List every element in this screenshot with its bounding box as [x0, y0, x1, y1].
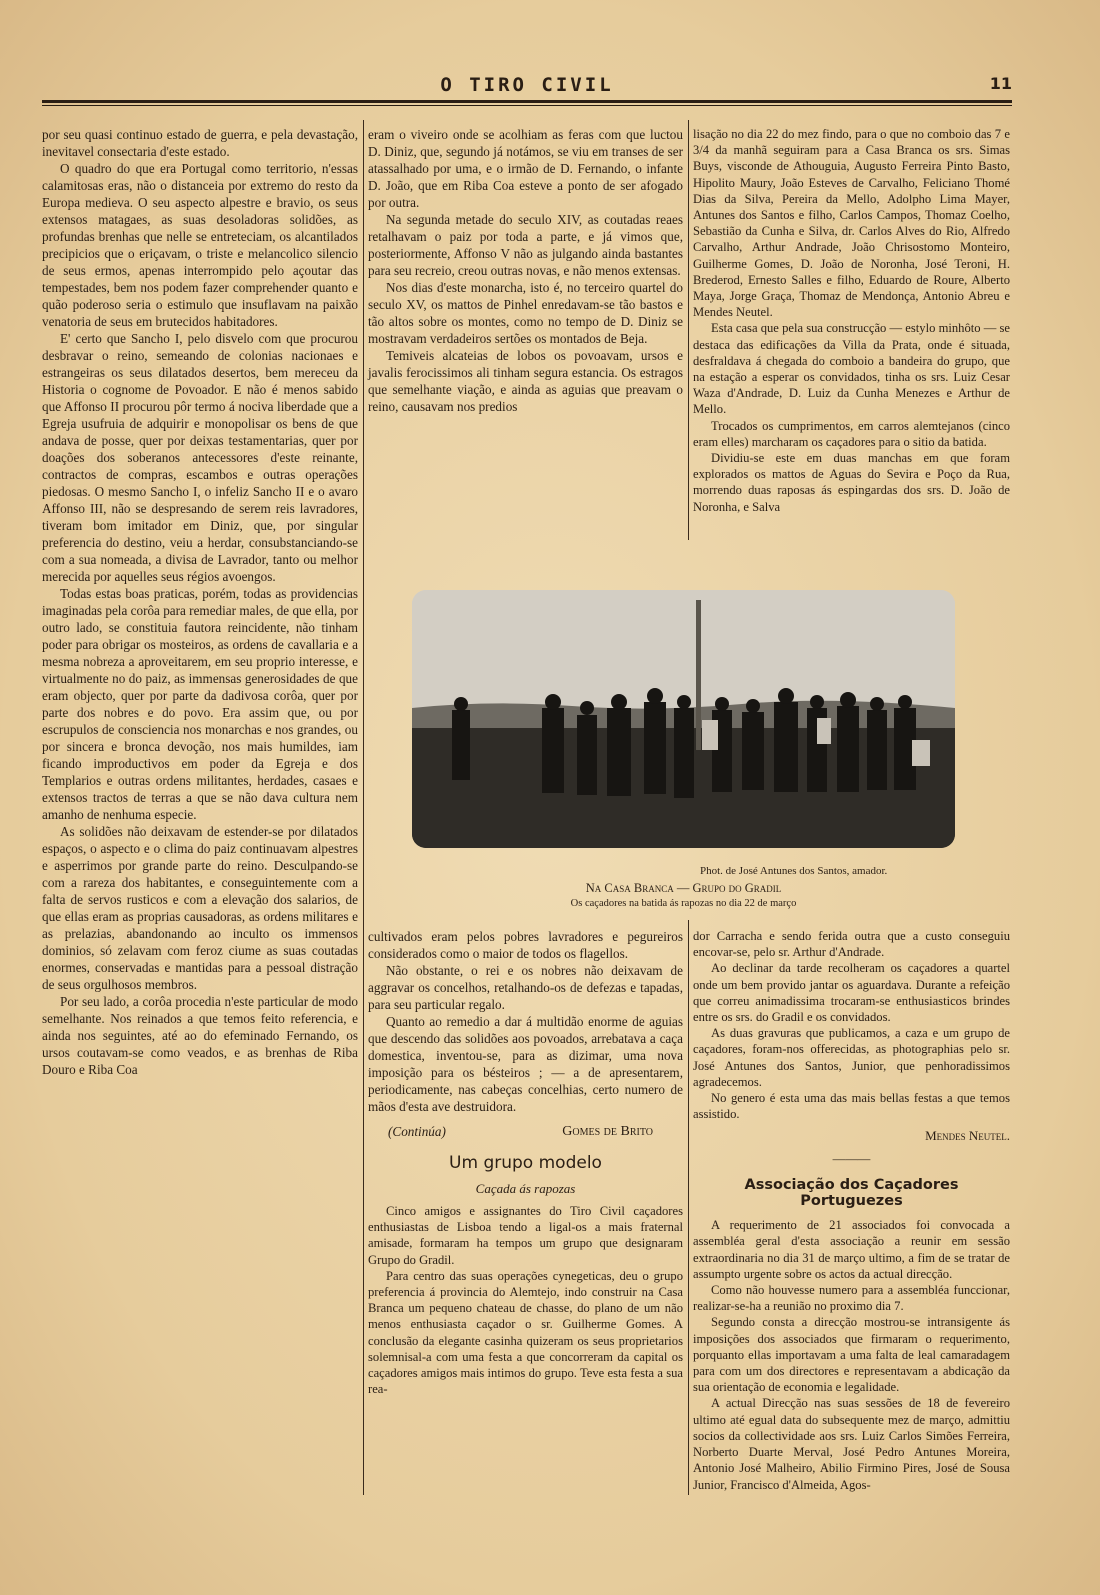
paragraph: Esta casa que pela sua construcção — estylo minhôto — se destaca das edificações da Villa da Prata, onde é situada, desfraldava á chegada do comboio a bandeira do grupo, que na estação a esperar os convidados, tinha os srs. Luiz Cesar Waza d'Andrade, D. Luiz da Cunha Menezes e Arthur de Mello.	[693, 321, 1010, 417]
paragraph: Na segunda metade do seculo XIV, as coutadas reaes retalhavam o paiz por toda a parte, e já vimos que, posteriormente, Affonso V não as julgando ainda bastantes para seu recreio, creou outras novas, e não menos extensas.	[368, 212, 683, 278]
header-rule	[42, 100, 1012, 103]
paragraph: por seu quasi continuo estado de guerra, e pela devastação, inevitavel consectaria d'este estado.	[42, 127, 358, 159]
paragraph: dor Carracha e sendo ferida outra que a custo conseguiu encovar-se, pelo sr. Arthur d'Andrade.	[693, 929, 1010, 960]
article-title-associacao: Associação dos Caçadores Portuguezes	[744, 1176, 959, 1210]
column-rule	[688, 920, 689, 1495]
paragraph: Temiveis alcateias de lobos os povoavam, ursos e javalis ferocissimos ali tinham segura estancia. Os estragos que semelhante viação, e ainda as aguias que preavam o reino, causavam nos predios	[368, 348, 683, 414]
signature-gomes-de-brito: Gomes de Brito	[562, 1124, 653, 1139]
paragraph: Cinco amigos e assignantes do Tiro Civil caçadores enthusiastas de Lisboa tendo a ligal-os a mais fraternal amisade, formaram ha tempos um grupo que designaram Grupo do Gradil.	[368, 1204, 683, 1267]
photo-credit: Phot. de José Antunes dos Santos, amador.	[700, 865, 888, 877]
photo-caption-subtitle: Os caçadores na batida ás rapozas no dia 22 de março	[570, 898, 797, 909]
page-number: 11	[989, 74, 1012, 93]
photo-caption-title: Na Casa Branca — Grupo do Gradil	[585, 881, 782, 895]
paragraph: Ao declinar da tarde recolheram os caçadores a quartel onde um bem provido jantar os aguardava. Durante a refeição que correu animadissima trocaram-se enthusiasticos brindes entre os srs. do Gradil e os convidados.	[693, 961, 1010, 1025]
masthead: O TIRO CIVIL	[440, 74, 614, 96]
signature-mendes-neutel: Mendes Neutel.	[925, 1128, 1010, 1144]
paragraph: eram o viveiro onde se acolhiam as feras com que luctou D. Diniz, que, segundo já notámos, se viu em transes de ser atassalhado por uma, e o irmão de D. Fernando, o infante D. João, que em Riba Coa esteve a ponto de ser afogado por outra.	[368, 127, 683, 210]
paragraph: Não obstante, o rei e os nobres não deixavam de aggravar os concelhos, retalhando-os de defezas e tapadas, para seu particular regalo.	[368, 963, 683, 1012]
column-2-top	[368, 126, 683, 415]
column-2-bottom	[368, 928, 683, 1397]
paragraph: Trocados os cumprimentos, em carros alemtejanos (cinco eram elles) marcharam os caçadores para o sitio da batida.	[693, 418, 1010, 449]
paragraph: As solidões não deixavam de estender-se por dilatados espaços, o aspecto e o clima do paiz continuavam alpestres e asperrimos por grande parte do reino. Desculpando-se com a rareza dos habitantes, e conseguintemente com a falta de servos rusticos e com a elevação dos salarios, de que ellas eram as proprias causadoras, as ordens militares e as prelazias, abandonando ao inculto os immensos dominios, só zelavam com feroz ciume as suas coutadas enormes, conservadas e mantidas para a pessoal distração de seus orgulhosos membros.	[42, 824, 358, 992]
header-rule-thin	[42, 105, 1012, 106]
separator: ———	[832, 1151, 871, 1166]
paragraph: Para centro das suas operações cynegeticas, deu o grupo preferencia á provincia do Alemtejo, indo construir na Casa Branca um pequeno chateau de chasse, do plano de um não menos enthusiasta caçador o sr. Guilherme Gomes. A conclusão da elegante casinha quizeram os seus proprietarios solemnisal-a com uma festa a que concorreram da capital os caçadores amigos mais intimos do grupo. Teve esta festa a sua rea-	[368, 1268, 683, 1397]
column-3-bottom	[693, 928, 1010, 1493]
article-subtitle: Caçada ás rapozas	[475, 1181, 576, 1196]
column-rule	[363, 120, 364, 1495]
paragraph: Dividiu-se este em duas manchas em que foram explorados os mattos de Aguas do Sevira e Poço da Rua, morrendo duas raposas ás espingardas dos srs. D. João de Noronha, e Salva	[693, 451, 1010, 514]
paragraph: Segundo consta a direcção mostrou-se intransigente ás imposições dos associados que firmaram o requerimento, porquanto ellas importavam a uma falta de leal camaradagem para com um dos directores e representavam a abdicação da sua orientação de economia e legalidade.	[693, 1315, 1010, 1395]
photo-hunting-group	[412, 590, 955, 850]
paragraph: Como não houvesse numero para a assembléa funccionar, realizar-se-ha a reunião no proximo dia 7.	[693, 1283, 1010, 1314]
photo-image	[412, 590, 955, 848]
paragraph: E' certo que Sancho I, pelo disvelo com que procurou desbravar o reino, semeando de colonias nacionaes e estrangeiras os seus dilatados desertos, bem mereceu da Historia o cognome de Povoador. E não é menos sabido que Affonso II procurou pôr termo á nociva liberdade que a Egreja usufruia de adquirir e monopolisar os bens de que andava de posse, quer por deixas testamentarias, quer por doações dos soberanos antecessores d'este reinante, contractos de compras, escambos e outras operações piedosas. O mesmo Sancho I, o infeliz Sancho II e o avaro Affonso III, não se despresando de serem reis lavradores, tiveram bom imitador em Diniz, que, por singular preferencia do destino, veiu a herdar, consubstanciando-se com a sua nomeada, a divisa de Lavrador, tanto ou melhor merecida por aquelles seus régios avoengos.	[42, 331, 358, 584]
paragraph: Nos dias d'este monarcha, isto é, no terceiro quartel do seculo XV, os mattos de Pinhel enredavam-se tão bastos e tão altos sobre os montes, como no tempo de D. Diniz se mostravam verdadeiros sertões os montados de Beja.	[368, 280, 683, 346]
paragraph: cultivados eram pelos pobres lavradores e pegureiros considerados como o maior de todos os flagellos.	[368, 929, 683, 961]
column-1	[42, 126, 358, 1078]
page-header	[42, 70, 1012, 100]
paragraph: lisação no dia 22 do mez findo, para o que no comboio das 7 e 3/4 da manhã seguiram para a Casa Branca os srs. Simas Buys, visconde de Athouguia, Augusto Ferreira Pinto Basto, Hipolito Maury, João Esteves de Carvalho, Feliciano Thomé Dias da Silva, Pereira da Mello, Adolpho Lima Mayer, Antunes dos Santos e filho, Carlos Campos, Thomaz Coelho, Sebastião da Cunha e Silva, dr. Carlos Alves do Rio, Alfredo Carvalho, Arthur Andrade, João Chrisostomo Monteiro, Guilherme Gomes, D. João de Noronha, José Teroni, H. Brederod, Ernesto Salles e filho, Eduardo de Roure, Alberto Maya, Jorge Graça, Thomaz de Mendonça, Antonio Abreu e Mendes Neutel.	[693, 127, 1010, 320]
paragraph: As duas gravuras que publicamos, a caza e um grupo de caçadores, foram-nos offerecidas, as photographias pelo sr. José Antunes dos Santos, Junior, que penhoradissimos agradecemos.	[693, 1026, 1010, 1089]
paragraph: A requerimento de 21 associados foi convocada a assembléa geral d'esta associação a reunir em sessão extraordinaria no dia 31 de março ultimo, a fim de se tratar de assumpto urgente sobre os actos da actual direcção.	[693, 1218, 1010, 1281]
paragraph: A actual Direcção nas suas sessões de 18 de fevereiro ultimo até egual data do subsequente mez de março, admittiu socios da collectividade aos srs. Luiz Carlos Simões Ferreira, Norberto Duarte Merval, José Pedro Antunes Moreira, Antonio José Malheiro, Abilio Firmino Pires, José de Sousa Junior, Francisco d'Almeida, Agos-	[693, 1396, 1010, 1492]
paragraph: No genero é esta uma das mais bellas festas a que temos assistido.	[693, 1091, 1010, 1122]
paragraph: Por seu lado, a corôa procedia n'este particular de modo semelhante. Nos reinados a que temos feito referencia, e ainda nos seguintes, até ao do efeminado Fernando, os ursos coutavam-se como veados, e as brenhas de Riba Douro e Riba Coa	[42, 994, 358, 1077]
photo-illustration	[412, 590, 955, 848]
paragraph: Quanto ao remedio a dar á multidão enorme de aguias que descendo das solidões aos povoados, arrebatava a caça domestica, inventou-se, para as dizimar, uma nova imposição para os bésteiros ; — a de apresentarem, periodicamente, nas cabeças concelhias, certo numero de mãos d'esta ave destruidora.	[368, 1014, 683, 1114]
paragraph: Todas estas boas praticas, porém, todas as providencias imaginadas pela corôa para remediar males, de que ella, por outro lado, se constituia fautora reincidente, não tinham poder para obrigar os mosteiros, as ordens de cavallaria e a mesma nobreza a aproveitarem, em seu proprio interesse, e virtualmente no do paiz, as immensas generosidades de que eram objecto, quer por parte da dadivosa corôa, quer por parte dos nobres e do povo. Era assim que, ou por escrupulos de consciencia nos monarchas e nos grandes, ou por sincera e bronca devoção, nos mais humildes, iam ficando improductivos em poder da Egreja e dos Templarios e outras ordens militantes, herdades, casaes e extensos tractos de terras a que se não dava cultura nem amanho de nenhuma especie.	[42, 586, 358, 822]
paragraph: O quadro do que era Portugal como territorio, n'essas calamitosas eras, não o distanceia por extremo do resto da Europa medieva. O seu aspecto alpestre e bravio, os seus extensos matagaes, as suas desoladoras solidões, as profundas brenhas que nelle se entreteciam, os alcantilados precipicios que o eriçavam, o triste e melancolico silencio de seus ermos, apenas interrompido pelo açoutar das tempestades, bem nos podem fazer comprehender quanto e quão poderoso seria o estimulo que insuflavam na paixão venatoria de seus em brutecidos habitadores.	[42, 161, 358, 329]
column-3-top	[693, 126, 1010, 515]
column-rule	[688, 120, 689, 540]
article-title-grupo-modelo: Um grupo modelo	[449, 1153, 602, 1173]
continua-label: (Continúa)	[388, 1124, 446, 1139]
